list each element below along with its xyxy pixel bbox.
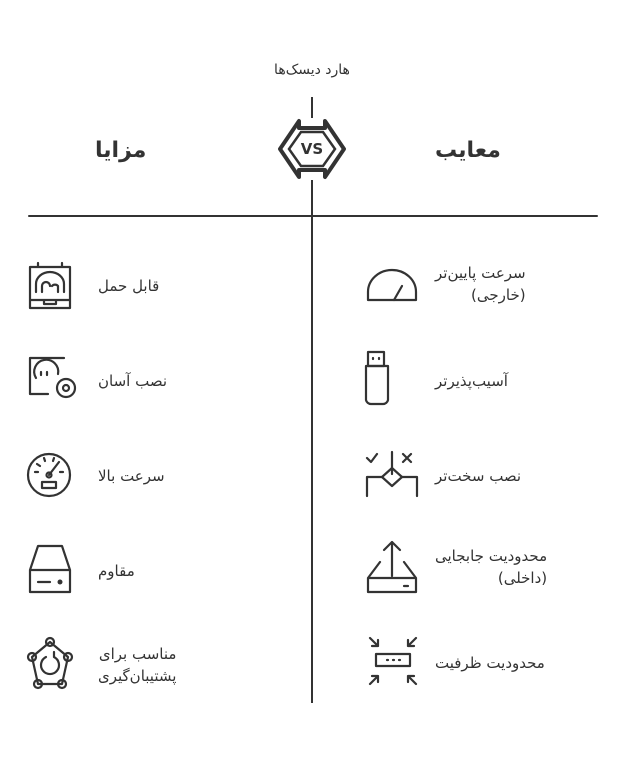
- pros-item-easy-install: [28, 356, 80, 408]
- pros-item-label: سرعت بالا: [98, 467, 165, 485]
- cons-item-label: [435, 262, 526, 306]
- cons-item-label: محدودیت ظرفیت: [435, 654, 545, 672]
- cons-item-harder-install: [365, 450, 421, 502]
- slow-gauge-icon: [366, 268, 418, 304]
- usb-drive-icon: [366, 350, 392, 406]
- pros-item-label: [98, 643, 176, 687]
- label-line-2: پشتیبان‌گیری: [98, 667, 177, 685]
- cons-item-slower: [366, 268, 418, 308]
- center-divider: [311, 97, 313, 703]
- pros-item-label: قابل حمل: [98, 277, 160, 295]
- backup-network-icon: [26, 637, 74, 691]
- pros-item-label: نصب آسان: [98, 372, 168, 390]
- label-line-2: (خارجی): [471, 286, 526, 304]
- vs-badge: [277, 118, 347, 180]
- drive-upload-icon: [366, 540, 418, 594]
- pros-item-durable: [28, 542, 72, 600]
- pros-item-backup: [26, 637, 74, 695]
- label-line-1: محدودیت جابجایی: [435, 547, 548, 565]
- hard-drive-icon: [28, 542, 72, 596]
- header-divider: [28, 215, 598, 217]
- compress-storage-icon: [368, 636, 418, 688]
- cons-item-vulnerable: [366, 350, 392, 410]
- pros-item-high-speed: [26, 450, 72, 504]
- pros-header: مزایا: [95, 138, 147, 163]
- cons-item-label: نصب سخت‌تر: [435, 467, 522, 485]
- cons-item-label: [435, 545, 547, 589]
- cons-header: معایب: [435, 138, 501, 163]
- pros-item-portable: [28, 262, 72, 314]
- cons-item-capacity-limit: [368, 636, 418, 692]
- label-line-1: مناسب برای: [98, 645, 177, 663]
- label-line-1: سرعت پایین‌تر: [435, 264, 526, 282]
- cons-item-label: آسیب‌پذیرتر: [435, 372, 508, 390]
- easy-install-gear-icon: [28, 356, 80, 404]
- cons-item-internal-limit: [366, 540, 418, 598]
- diagram-title: هارد دیسک‌ها: [274, 62, 350, 78]
- pros-item-label: مقاوم: [98, 562, 135, 580]
- decision-check-x-icon: [365, 450, 421, 498]
- vs-label: VS: [300, 140, 324, 158]
- speedometer-icon: [26, 450, 72, 500]
- label-line-2: (داخلی): [497, 569, 548, 587]
- portable-case-icon: [28, 262, 72, 310]
